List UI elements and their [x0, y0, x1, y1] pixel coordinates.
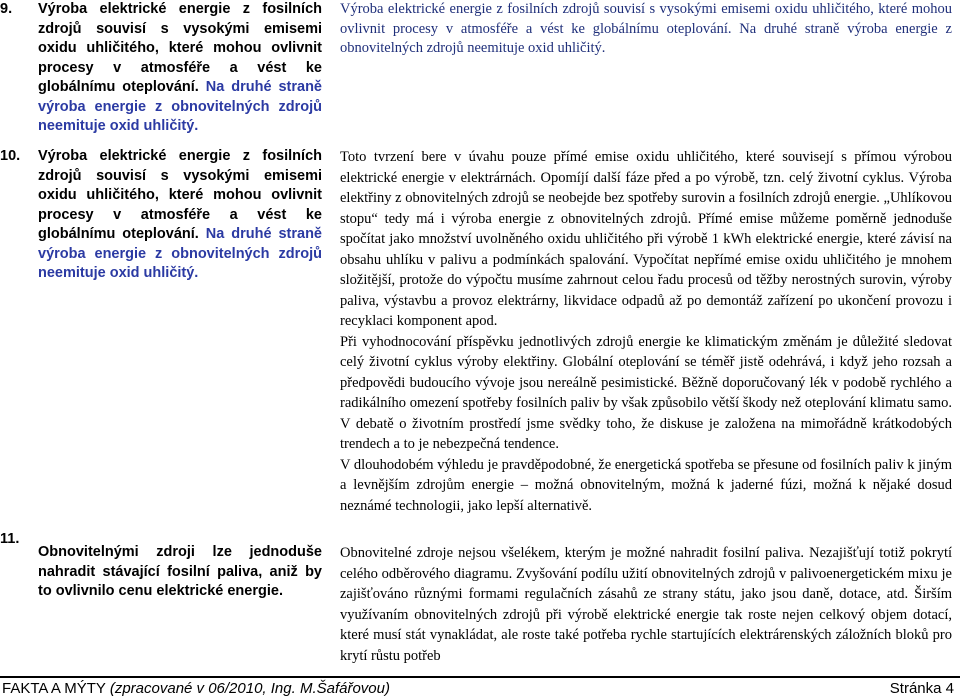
- claim-highlight: Na druhé straně výroba energie z obnovitelných zdrojů neemituje oxid uhličitý.: [38, 226, 322, 281]
- claim-highlight: Na druhé straně výroba energie z obnovitelných zdrojů neemituje oxid uhličitý.: [38, 79, 322, 134]
- claim-9: [0, 0, 322, 137]
- claim-10: [0, 147, 322, 284]
- claim-text: Obnovitelnými zdroji lze jednoduše nahradit stávající fosilní paliva, aniž by to ovlivnilo cenu elektrické energie.: [38, 544, 322, 599]
- claim-number: 11.: [0, 531, 20, 547]
- response-paragraph: V dlouhodobém výhledu je pravděpodobné, že energetická spotřeba se přesune od fosilních paliv k jiným a levnějším zdrojům energie – možná obnovitelným, možná k jaderné fúzi, možná k nějaké dosud neznámé technologii, jako lepší alternativě.: [340, 456, 952, 514]
- page-number: Stránka 4: [889, 680, 954, 697]
- response-paragraph: Výroba elektrické energie z fosilních zdrojů souvisí s vysokými emisemi oxidu uhličitého, které mohou ovlivnit procesy v atmosféře a vést ke globálnímu oteplování. Na druhé straně výroba energie z obnovitelných zdrojů neemituje oxid uhličitý.: [340, 1, 952, 56]
- response-10: [340, 147, 952, 516]
- footer-author: (zpracované v 06/2010, Ing. M.Šafářovou): [109, 680, 390, 697]
- claim-11: [0, 530, 322, 602]
- claim-text: Výroba elektrické energie z fosilních zdrojů souvisí s vysokými emisemi oxidu uhličitého, které mohou ovlivnit procesy v atmosféře a vést ke globálnímu oteplování. Na druhé straně výroba energie z obnovitelných zdrojů neemituje oxid uhličitý.: [38, 1, 322, 134]
- page-footer: [0, 676, 960, 699]
- response-paragraph: Obnovitelné zdroje nejsou všelékem, kterým je možné nahradit fosilní paliva. Nezajišťují totiž pokrytí celého odběrového diagramu. Zvyšování podílu užití obnovitelných zdrojů v palivoenergetickém mixu je zajišťováno různými formami regulačních zásahů ze strany státu, jako jsou daně, dotace, atd. Širším využívaním obnovitelných zdrojů při výrobě elektrické energie tak roste nejen celkový objem dotací, které musí stát vynakládat, ale roste také potřeba rychle startujících elektrárenských záložních bloků pro krytí růstu potřeb: [340, 545, 952, 664]
- response-11: [340, 543, 952, 666]
- claim-text: Výroba elektrické energie z fosilních zdrojů souvisí s vysokými emisemi oxidu uhličitého, které mohou ovlivnit procesy v atmosféře a vést ke globálnímu oteplování. Na druhé straně výroba energie z obnovitelných zdrojů neemituje oxid uhličitý.: [38, 148, 322, 281]
- footer-title: FAKTA A MÝTY (zpracované v 06/2010, Ing. M.Šafářovou): [2, 680, 390, 697]
- response-paragraph: Toto tvrzení bere v úvahu pouze přímé emise oxidu uhličitého, které souvisejí s přímou výrobou elektrické energie v elektrárnách. Opomíjí další fáze před a po výrobě, tzn. celý životní cyklus. Výroba elektřiny z obnovitelných zdrojů se neobejde bez spotřeby surovin a fosilních zdrojů energie. „Uhlíkovou stopu“ tedy má i výroba energie z obnovitelných zdrojů. Přímé emise můžeme poměrně jednoduše spočítat jako množství uvolněného oxidu uhličitého při výrobě 1 kWh elektrické energie, které závisí na obsahu uhlíku v palivu a podmínkách spalování. Vypočítat nepřímé emise oxidu uhličitého je mnohem složitější, protože do výpočtu musíme zahrnout celou řadu procesů od těžby nerostných surovin, výroby paliva, výstavbu a provoz elektrárny, likvidace odpadů až po demontáž zařízení po ukončení provozu i recyklaci komponent apod.: [340, 149, 952, 329]
- response-paragraph: Při vyhodnocování příspěvku jednotlivých zdrojů energie ke klimatickým změnám je důležité sledovat celý životní cyklus výroby elektřiny. Globální oteplování se téměř jistě odehrává, i když jeho rozsah a předpovědi budoucího vývoje jsou nereálně pesimistické. Běžně doporučovaný lék v podobě rychlého a radikálního omezení spotřeby fosilních paliv by však způsobilo větší škody než oteplování klimatu samo. V debatě o životním prostředí jsme svědky toho, že diskuse je založena na mimořádně krátkodobých trendech a to je nebezpečná tendence.: [340, 333, 952, 452]
- claim-number: 10.: [0, 148, 21, 164]
- claim-number: 9.: [0, 1, 13, 17]
- response-9: [340, 0, 952, 59]
